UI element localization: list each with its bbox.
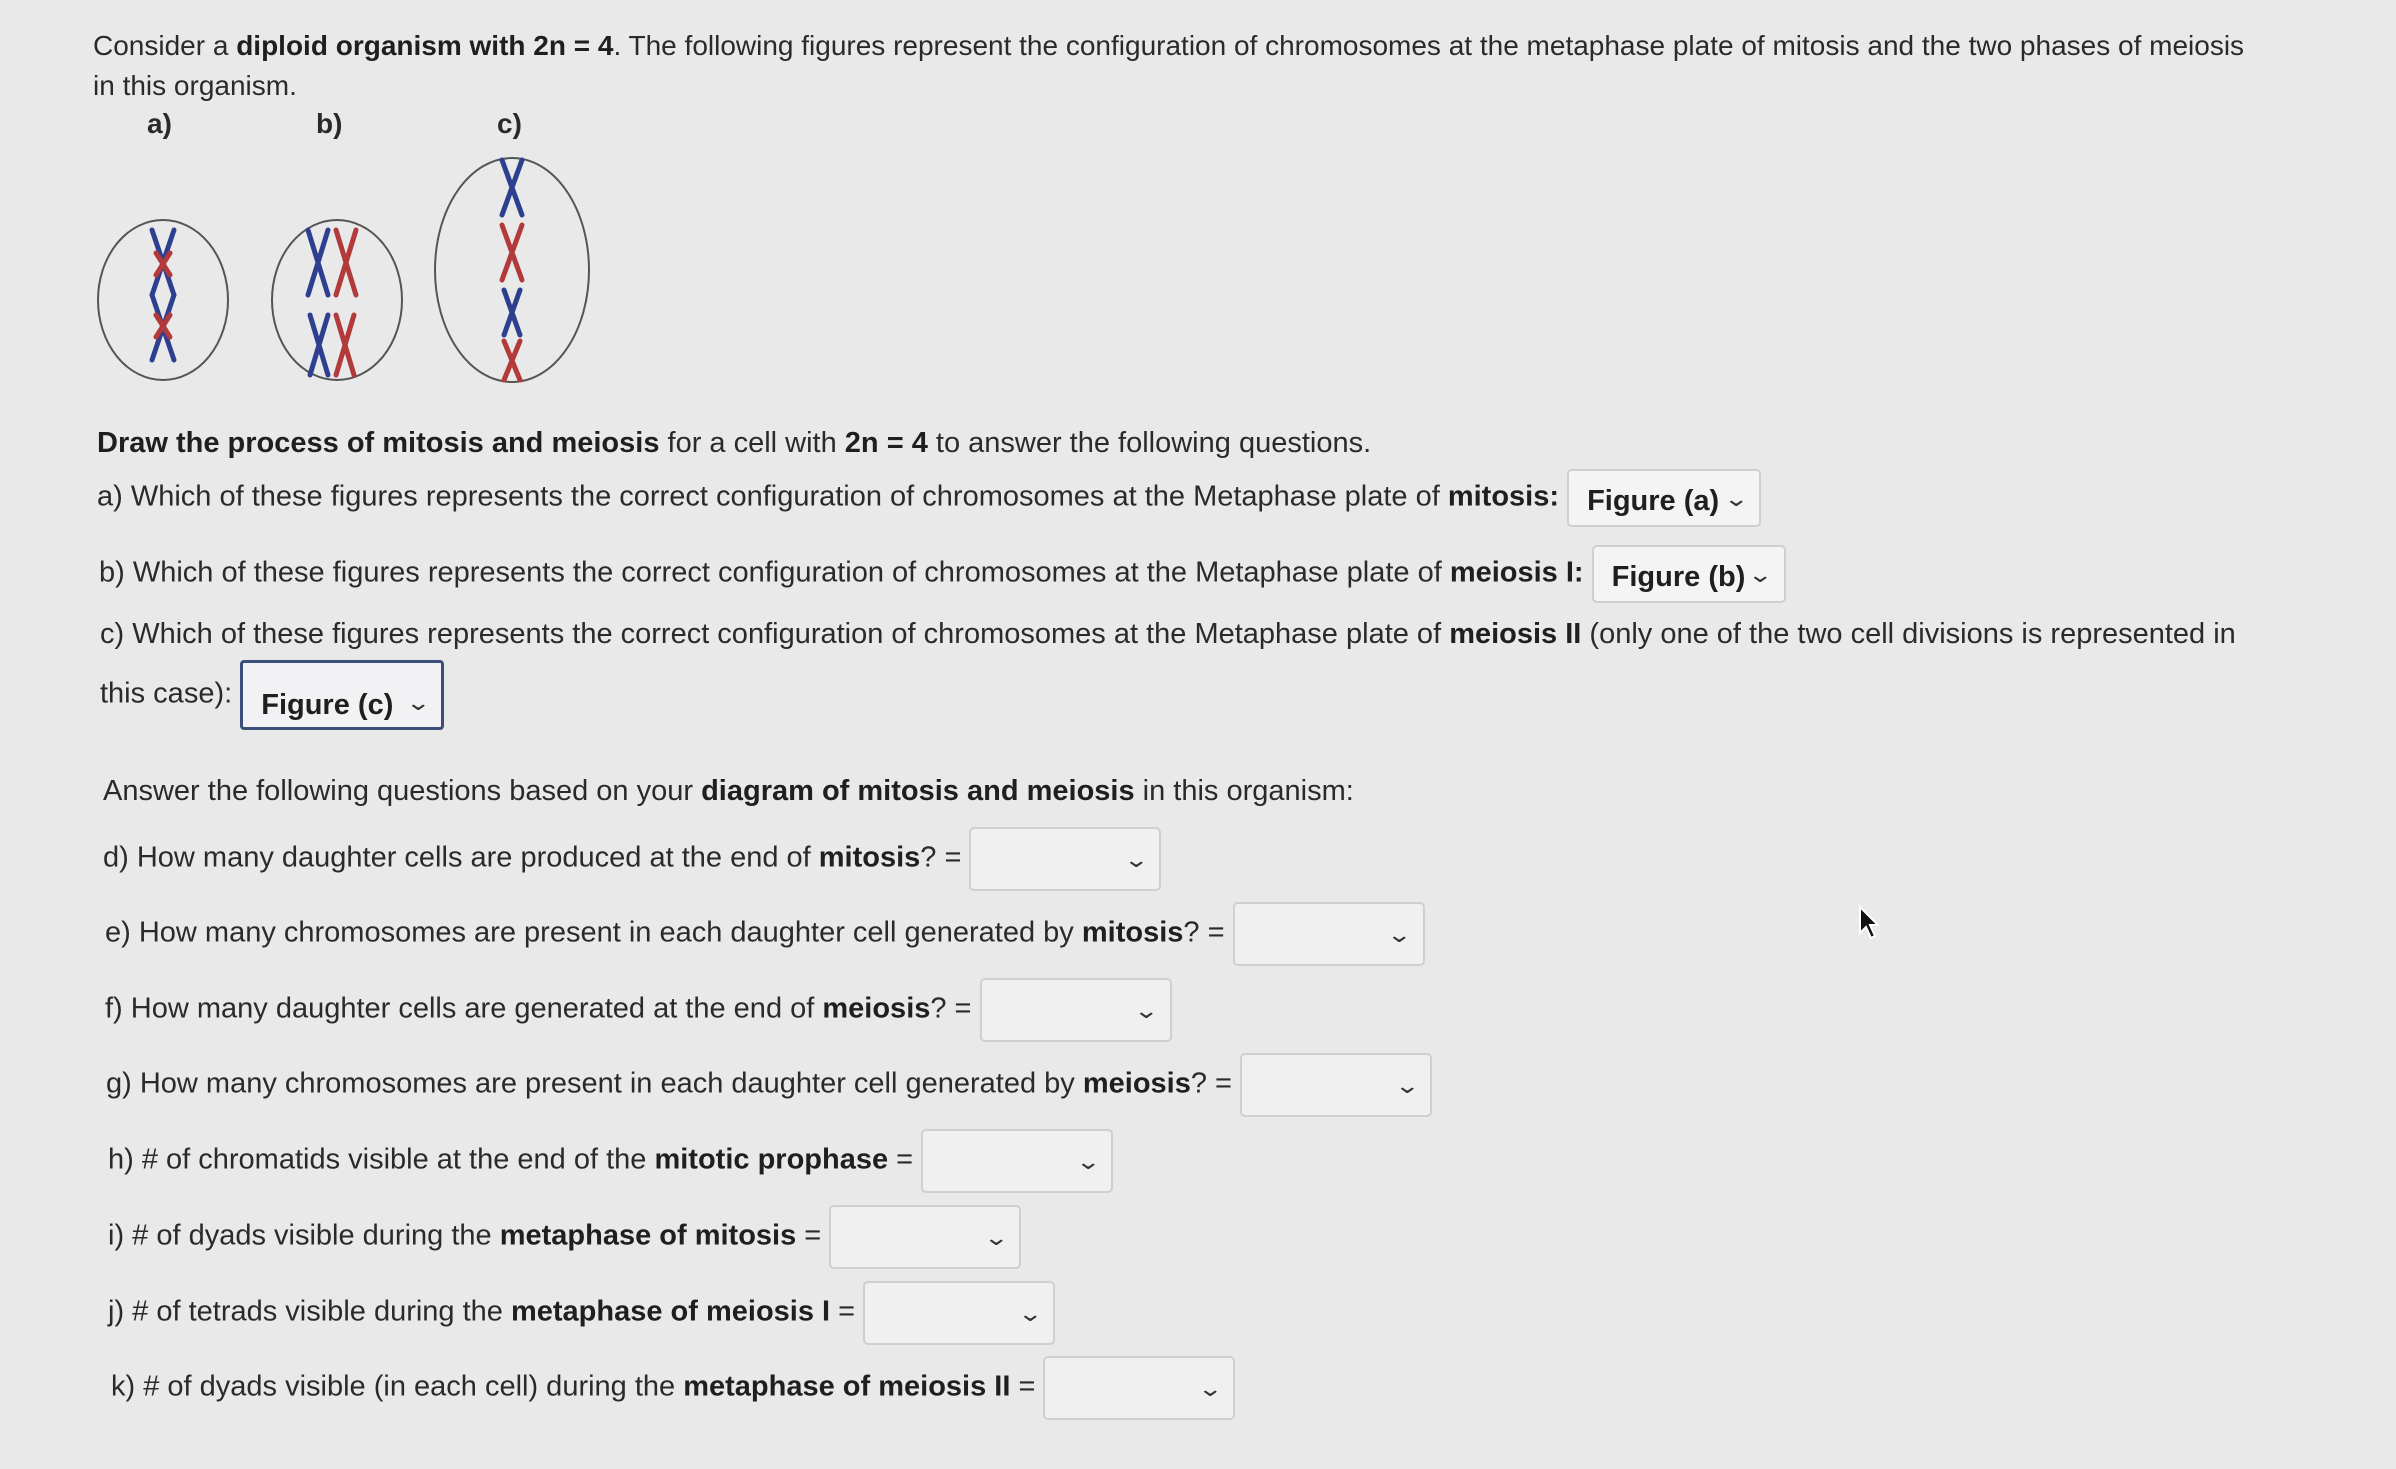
mouse-pointer-icon (1857, 905, 1883, 941)
figure-c-label: c) (497, 108, 522, 139)
answer-k-select[interactable] (1043, 1356, 1235, 1420)
question-i: i) # of dyads visible during the metaphase of mitosis = ⌄ (108, 1205, 1021, 1269)
chevron-down-icon: ⌄ (1133, 998, 1160, 1023)
question-h: h) # of chromatids visible at the end of the mitotic prophase = ⌄ (108, 1129, 1113, 1193)
answer-d-select[interactable] (969, 827, 1161, 891)
answer-i-select[interactable] (829, 1205, 1021, 1269)
chevron-down-icon: ⌄ (1393, 1073, 1420, 1098)
answer-b-select[interactable]: Figure (b) ⌄ (1592, 545, 1786, 603)
question-g: g) How many chromosomes are present in each daughter cell generated by meiosis? = ⌄ (106, 1053, 1432, 1117)
chevron-down-icon: ⌄ (1017, 1301, 1043, 1326)
answer-a-select[interactable]: Figure (a) ⌄ (1567, 469, 1761, 527)
question-k: k) # of dyads visible (in each cell) during the metaphase of meiosis II = ⌄ (111, 1356, 1235, 1420)
section-2-intro: Answer the following questions based on your diagram of mitosis and meiosis in this organism: (103, 775, 1354, 807)
question-f: f) How many daughter cells are generated at the end of meiosis? = ⌄ (105, 978, 1172, 1042)
question-a: a) Which of these figures represents the correct configuration of chromosomes at the Metaphase plate of mitosis: Figure (a) ⌄ (97, 469, 1761, 527)
answer-e-select[interactable] (1233, 902, 1425, 966)
answer-c-select[interactable]: Figure (c) ⌄ (240, 660, 444, 730)
figure-a-label: a) (147, 108, 172, 139)
question-j: j) # of tetrads visible during the metaphase of meiosis I = ⌄ (108, 1281, 1055, 1345)
question-b: b) Which of these figures represents the correct configuration of chromosomes at the Metaphase plate of meiosis I: Figure (b) ⌄ (99, 545, 1786, 603)
question-e: e) How many chromosomes are present in each daughter cell generated by mitosis? = ⌄ (105, 902, 1425, 966)
figure-b-cell (272, 220, 402, 380)
chevron-down-icon: ⌄ (405, 690, 431, 715)
question-d: d) How many daughter cells are produced at the end of mitosis? = ⌄ (103, 827, 1161, 891)
answer-f-select[interactable] (980, 978, 1172, 1042)
chevron-down-icon: ⌄ (1123, 847, 1150, 872)
chevron-down-icon: ⌄ (983, 1225, 1009, 1250)
answer-j-select[interactable] (863, 1281, 1055, 1345)
figure-b-label: b) (316, 108, 343, 139)
chromosome-figures (90, 145, 610, 395)
figure-a-cell (98, 220, 228, 380)
chevron-down-icon: ⌄ (1722, 486, 1749, 511)
figure-c-cell (435, 158, 589, 382)
chevron-down-icon: ⌄ (1386, 922, 1413, 947)
chevron-down-icon: ⌄ (1747, 562, 1774, 587)
instructions: Draw the process of mitosis and meiosis for a cell with 2n = 4 to answer the following questions. (97, 427, 1372, 459)
answer-h-select[interactable] (921, 1129, 1113, 1193)
intro-text: Consider a diploid organism with 2n = 4. The following figures represent the configuration of chromosomes at the metaphase plate of mitosis and the two phases of meiosis in this organism. (93, 30, 2245, 101)
answer-g-select[interactable] (1240, 1053, 1432, 1117)
chevron-down-icon: ⌄ (1197, 1376, 1224, 1401)
question-c: c) Which of these figures represents the correct configuration of chromosomes at the Metaphase plate of meiosis II (only one of the two cell divisions is represented in this case): Figure (c) ⌄ (100, 608, 2280, 730)
chevron-down-icon: ⌄ (1075, 1149, 1101, 1174)
